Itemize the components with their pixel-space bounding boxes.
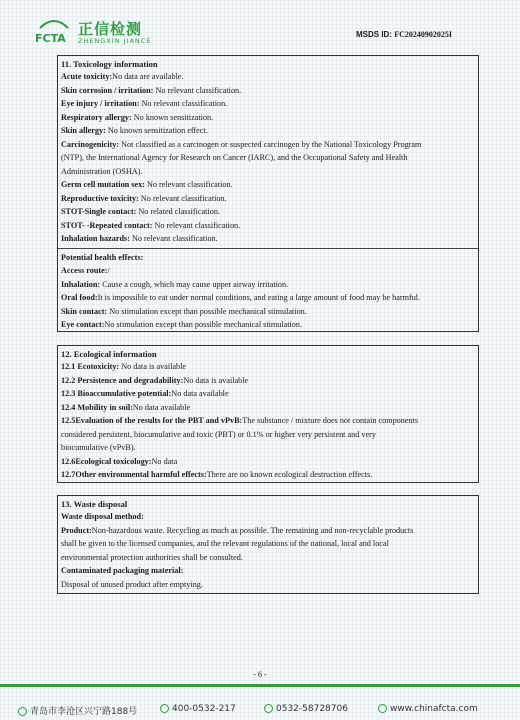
info-line (61, 578, 475, 592)
fcta-logo (34, 16, 74, 46)
field-label: Respiratory allergy: (61, 112, 132, 122)
info-line (61, 510, 475, 524)
field-value: No relevant classification. (138, 193, 227, 203)
page-number: - 6 - (253, 670, 267, 679)
field-value: Not classified as a carcinogen or suspected carcinogen by the National Toxicology Program (119, 139, 422, 149)
phone-icon (160, 704, 169, 713)
field-value: No related classification. (136, 207, 220, 216)
field-label: Contaminated packaging material: (61, 566, 184, 575)
field-label: Skin allergy: (61, 126, 106, 135)
phone1-text: 400-0532-217 (172, 704, 236, 714)
field-label: Eye injury / irritation: (61, 99, 140, 108)
field-label: STOT- -Repeated contact: (61, 220, 153, 230)
field-value: It is impossible to eat under normal conditions, and eating a large amount of food may be harmful. (97, 293, 421, 302)
info-line (61, 537, 475, 551)
section-divider (58, 248, 478, 249)
field-value: No relevant classification. (144, 180, 233, 189)
info-line (61, 455, 475, 469)
info-line (61, 360, 475, 374)
field-label: 12.6Ecological toxicology: (61, 456, 152, 466)
field-value: No data is available (119, 362, 187, 371)
field-label: Acute toxicity: (61, 72, 113, 81)
field-value: Administration (OSHA). (61, 166, 143, 176)
field-value: The substance / mixture does not contain components (242, 416, 419, 425)
field-value: Disposal of unused product after emptying. (61, 579, 203, 589)
field-value: No stimulation except than possible mechanical stimulation. (107, 306, 307, 316)
info-line (61, 84, 475, 98)
info-line (61, 428, 475, 442)
field-label: Skin contact: (61, 306, 108, 316)
field-label: Potential health effects: (61, 252, 144, 262)
field-value: Non-hazardous waste. Recycling as much as possible. The remaining and non-recyclable products (91, 525, 414, 535)
section-title: 12. Ecological information (61, 349, 157, 359)
msds-id-label: MSDS ID: (356, 30, 392, 39)
field-label: 12.3 Bioaccumulative potential: (61, 389, 172, 398)
info-line (61, 205, 475, 219)
field-value: No relevant classification. (152, 220, 241, 230)
msds-id-value: FC20240902025I (394, 30, 453, 39)
info-line (61, 138, 475, 152)
field-label: 12.1 Ecotoxicity: (61, 362, 120, 371)
info-line (61, 219, 475, 233)
info-line (61, 178, 475, 192)
info-line (61, 251, 475, 265)
info-line (61, 278, 475, 292)
field-value: considered persistent, biocumulative and toxic (PBT) or 0.1% or higher very persistent and very (61, 429, 376, 439)
location-icon (18, 707, 27, 716)
footer-address (18, 704, 137, 717)
info-line (61, 97, 475, 111)
section-title: 13. Waste disposal (61, 499, 128, 509)
info-line (61, 414, 475, 428)
section-toxicology (57, 55, 479, 332)
address-text: 青岛市李沧区兴宁路188号 (30, 707, 138, 717)
globe-icon (378, 704, 387, 713)
field-value: biocumulative (vPvB). (61, 443, 136, 452)
field-label: Skin corrosion / irritation: (61, 85, 154, 95)
info-line (61, 318, 475, 332)
info-line (61, 232, 475, 246)
field-label: Germ cell mutation sex: (61, 180, 145, 189)
field-value: No data (151, 456, 178, 466)
info-line (61, 524, 475, 538)
footer-phone2 (264, 704, 348, 714)
info-line (61, 468, 475, 482)
info-line (61, 401, 475, 415)
field-value: / (107, 266, 110, 275)
field-value: shall be given to the licensed companies, and the relevant regulations of the national, local and local (61, 539, 389, 548)
field-label: STOT-Single contact: (61, 207, 137, 216)
logo-chinese-name: 正信检测 (78, 20, 143, 38)
info-line (61, 165, 475, 179)
field-value: No relevant classification. (153, 85, 242, 95)
field-value: No stimulation except than possible mechanical stimulation. (104, 320, 303, 329)
msds-id (356, 30, 452, 39)
field-label: 12.5Evaluation of the results for the PBT and vPvB: (61, 416, 243, 425)
field-value: No known sensitization effect. (105, 126, 208, 135)
field-label: Eye contact: (61, 320, 105, 329)
field-value: No data are available. (112, 72, 184, 81)
field-label: 12.7Other environmental harmful effects: (61, 470, 207, 479)
field-value: No data is available (183, 375, 249, 385)
phone2-text: 0532-58728706 (276, 704, 348, 714)
field-label: Reproductive toxicity: (61, 193, 139, 203)
footer-website (378, 704, 478, 714)
info-line (61, 374, 475, 388)
footer-bar (0, 684, 520, 687)
info-line (61, 551, 475, 565)
field-value: No relevant classification. (129, 234, 218, 243)
field-label: Inhalation: (61, 279, 101, 289)
field-value: environmental protection authorities shall be consulted. (61, 552, 243, 562)
info-line (61, 291, 475, 305)
field-label: Waste disposal method: (61, 512, 144, 521)
svg-text:FCTA: FCTA (35, 32, 66, 45)
field-label: Inhalation hazards: (61, 234, 130, 243)
field-value: No known sensitization. (131, 112, 214, 122)
info-line (61, 111, 475, 125)
info-line (61, 264, 475, 278)
field-label: 12.2 Persistence and degradability: (61, 375, 184, 385)
website-text: www.chinafcta.com (390, 704, 478, 714)
section-title: 11. Toxicology information (61, 59, 158, 69)
info-line (61, 387, 475, 401)
logo-english-name: ZHENGXIN JIANCE (78, 37, 152, 45)
field-label: Access route: (61, 266, 108, 275)
field-value: No relevant classification. (139, 99, 228, 108)
field-value: There are no known ecological destruction effects. (206, 470, 373, 479)
field-value: No data available (132, 402, 191, 412)
info-line (61, 124, 475, 138)
field-label: 12.4 Mobility in soil: (61, 402, 133, 412)
footer-phone1 (160, 704, 236, 714)
info-line (61, 70, 475, 84)
info-line (61, 441, 475, 455)
section-ecological (57, 345, 479, 483)
info-line (61, 151, 475, 165)
info-line (61, 564, 475, 578)
page-header (0, 0, 520, 50)
field-value: (NTP), the International Agency for Research on Cancer (IARC), and the Occupational Safety and Health (61, 153, 408, 162)
section-waste-disposal (57, 495, 479, 594)
field-value: Cause a cough, which may cause upper airway irritation. (100, 279, 289, 289)
field-label: Oral food: (61, 293, 98, 302)
field-label: Product: (61, 525, 92, 535)
field-label: Carcinogenicity: (61, 139, 120, 149)
phone-icon (264, 704, 273, 713)
info-line (61, 192, 475, 206)
field-value: No data available (171, 389, 229, 398)
info-line (61, 305, 475, 319)
